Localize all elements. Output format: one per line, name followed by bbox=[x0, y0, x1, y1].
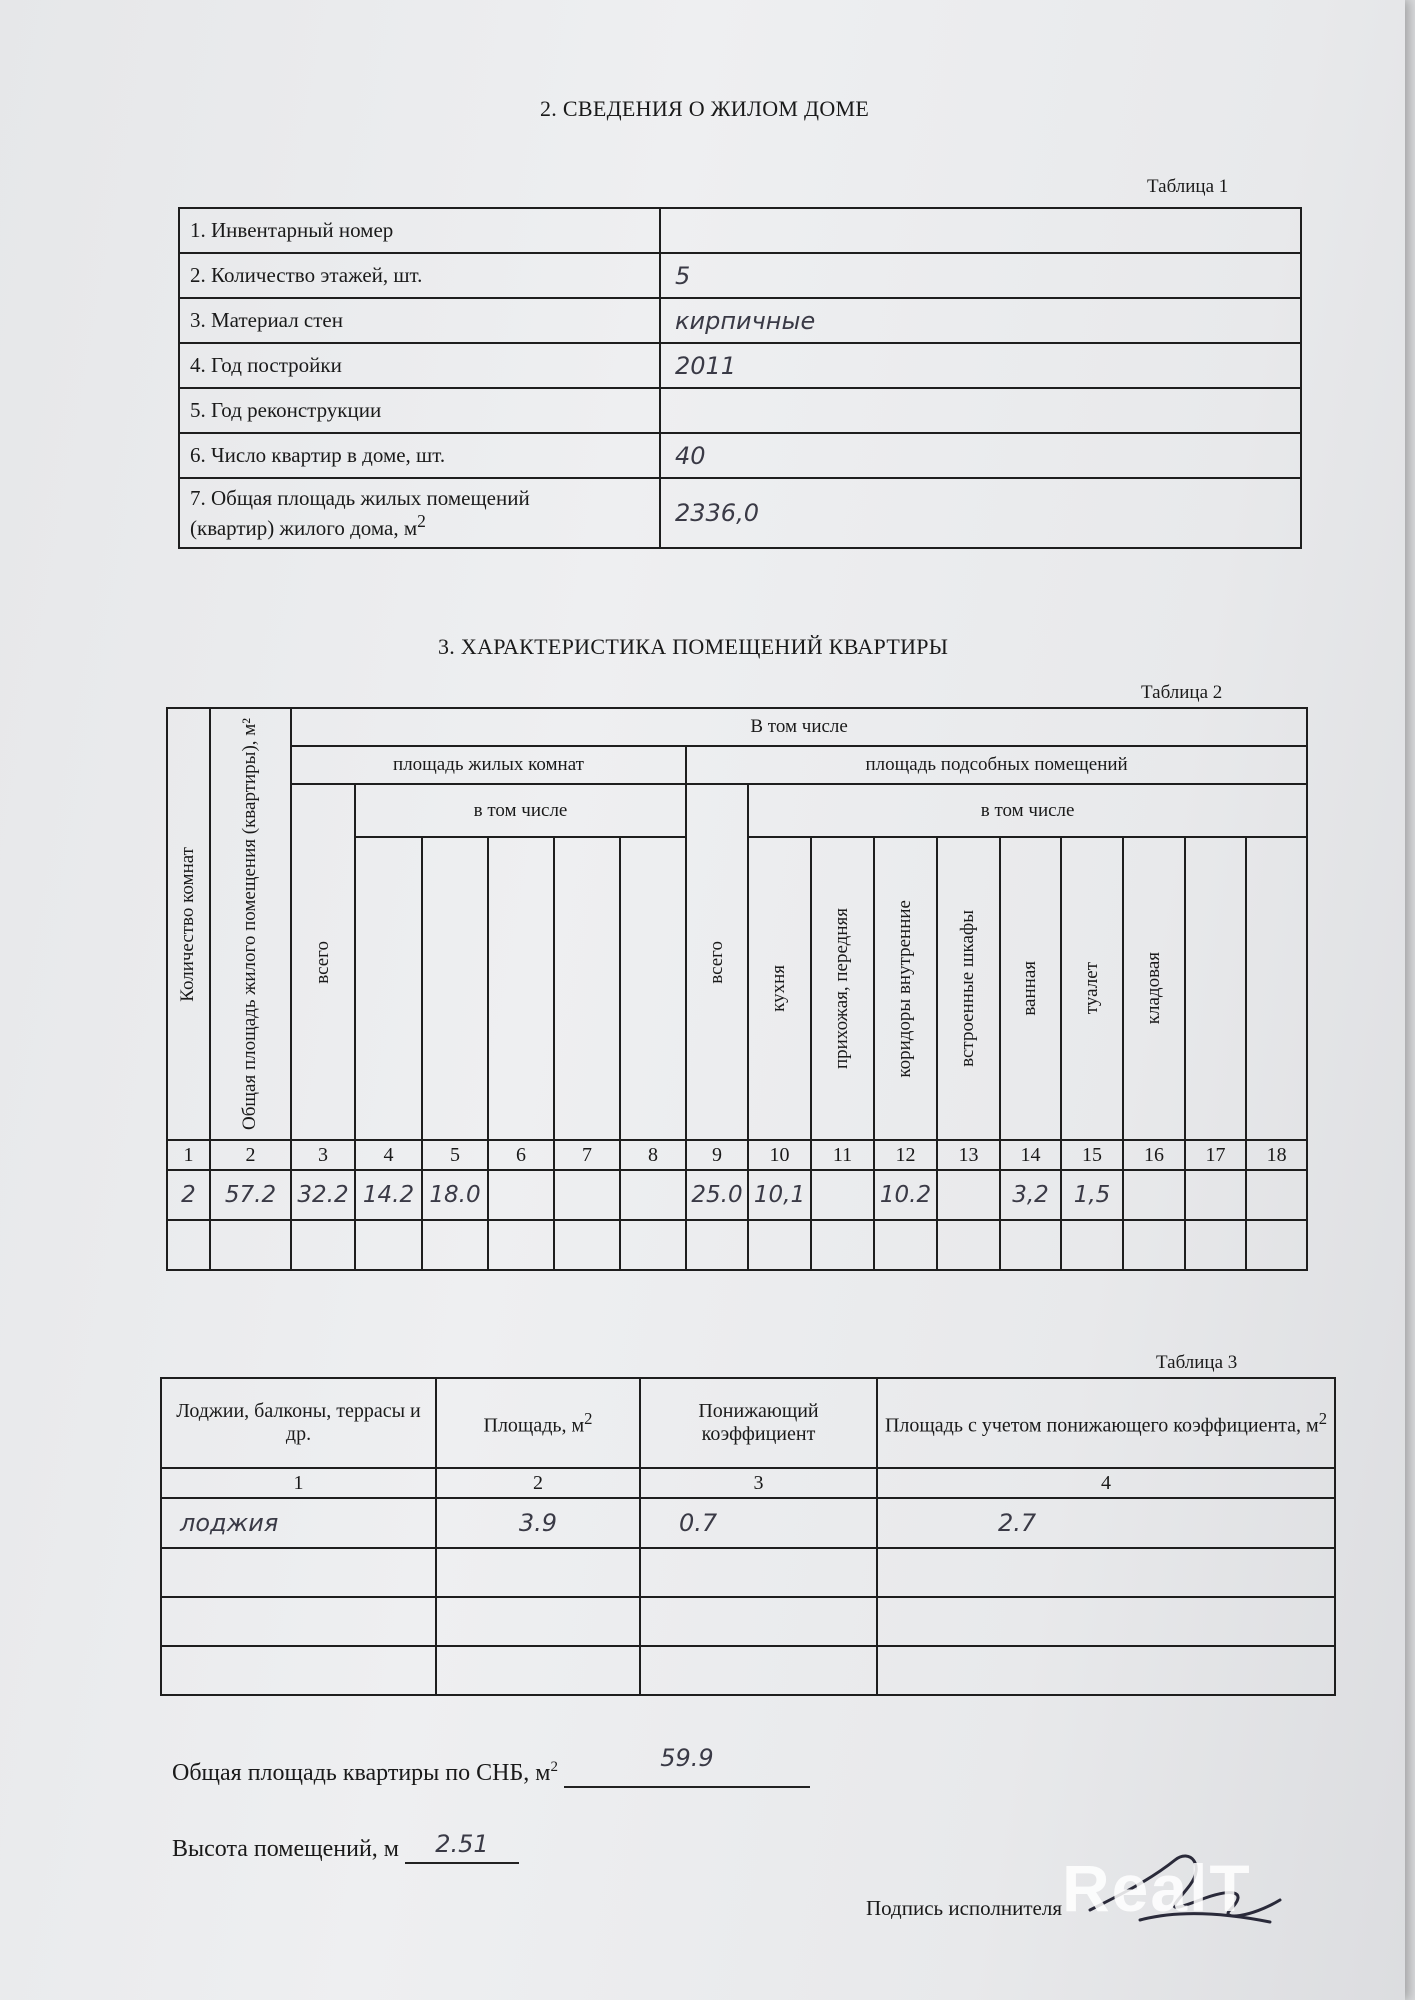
living-total-cell: 32.2 bbox=[291, 1170, 355, 1220]
col-number: 4 bbox=[877, 1468, 1335, 1498]
loggia-type-cell: лоджия bbox=[161, 1498, 436, 1548]
signature-label: Подпись исполнителя bbox=[866, 1896, 1062, 1920]
room-2-cell: 18.0 bbox=[422, 1170, 488, 1220]
header-row bbox=[167, 784, 1307, 837]
col-number: 14 bbox=[1000, 1140, 1061, 1170]
house-info-table bbox=[178, 207, 1302, 549]
living-room-col-2 bbox=[422, 837, 488, 1140]
col-number: 4 bbox=[355, 1140, 422, 1170]
header-row bbox=[161, 1378, 1335, 1468]
corridors-header: коридоры внутренние bbox=[874, 837, 937, 1140]
table-row bbox=[179, 388, 1301, 433]
living-area-header: площадь жилых комнат bbox=[291, 746, 686, 784]
aux-col-18-cell bbox=[1246, 1170, 1307, 1220]
table-row bbox=[179, 298, 1301, 343]
table-row bbox=[179, 208, 1301, 253]
apartments-count-value: 40 bbox=[660, 433, 1301, 478]
header-row bbox=[167, 746, 1307, 784]
wall-material-value: кирпичные bbox=[660, 298, 1301, 343]
total-area-snb-line: Общая площадь квартиры по СНБ, $м^2$ 59.9 bbox=[172, 1758, 810, 1788]
col-number: 8 bbox=[620, 1140, 686, 1170]
section-3-title: 3. ХАРАКТЕРИСТИКА ПОМЕЩЕНИЙ КВАРТИРЫ bbox=[438, 634, 949, 659]
table-row bbox=[179, 433, 1301, 478]
col-number: 3 bbox=[640, 1468, 877, 1498]
aux-total-header: всего bbox=[686, 784, 748, 1140]
hall-header: прихожая, передняя bbox=[811, 837, 874, 1140]
room-1-cell: 14.2 bbox=[355, 1170, 422, 1220]
inventory-number-value bbox=[660, 208, 1301, 253]
room-4-cell bbox=[554, 1170, 620, 1220]
build-year-label: 4. Год постройки bbox=[179, 343, 660, 388]
total-living-area-label: 7. Общая площадь жилых помещений (квартир) жилого дома, $м^2$ bbox=[179, 478, 660, 548]
table-row bbox=[161, 1498, 1335, 1548]
table-row bbox=[167, 1220, 1307, 1270]
aux-col-17 bbox=[1185, 837, 1246, 1140]
aux-sub-including-header: в том числе bbox=[748, 784, 1307, 837]
total-living-area-value: 2336,0 bbox=[660, 478, 1301, 548]
table-3-caption: Таблица 3 bbox=[1156, 1352, 1238, 1373]
aux-total-cell: 25.0 bbox=[686, 1170, 748, 1220]
col-number: 17 bbox=[1185, 1140, 1246, 1170]
col-number: 12 bbox=[874, 1140, 937, 1170]
bathroom-cell: 3,2 bbox=[1000, 1170, 1061, 1220]
col-number: 10 bbox=[748, 1140, 811, 1170]
kitchen-cell: 10,1 bbox=[748, 1170, 811, 1220]
reduced-area-header: Площадь с учетом понижающего коэффициента, $м^2$ bbox=[877, 1378, 1335, 1468]
apartments-count-label: 6. Число квартир в доме, шт. bbox=[179, 433, 660, 478]
loggia-table bbox=[160, 1377, 1336, 1696]
aux-col-17-cell bbox=[1185, 1170, 1246, 1220]
table-row bbox=[161, 1646, 1335, 1695]
col-number: 1 bbox=[167, 1140, 210, 1170]
col-number: 15 bbox=[1061, 1140, 1123, 1170]
living-room-col-1 bbox=[355, 837, 422, 1140]
aux-area-header: площадь подсобных помещений bbox=[686, 746, 1307, 784]
bathroom-header: ванная bbox=[1000, 837, 1061, 1140]
living-total-header: всего bbox=[291, 784, 355, 1140]
loggia-reduced-area-cell: 2.7 bbox=[877, 1498, 1335, 1548]
closets-header: встроенные шкафы bbox=[937, 837, 1000, 1140]
col-number: 3 bbox=[291, 1140, 355, 1170]
loggia-area-cell: 3.9 bbox=[436, 1498, 640, 1548]
floors-count-label: 2. Количество этажей, шт. bbox=[179, 253, 660, 298]
hall-cell bbox=[811, 1170, 874, 1220]
living-room-col-5 bbox=[620, 837, 686, 1140]
col-number: 7 bbox=[554, 1140, 620, 1170]
loggia-coefficient-cell: 0.7 bbox=[640, 1498, 877, 1548]
realt-watermark: RealT bbox=[1062, 1851, 1252, 1925]
col-number: 2 bbox=[436, 1468, 640, 1498]
room-height-value: 2.51 bbox=[405, 1834, 519, 1864]
col-number: 13 bbox=[937, 1140, 1000, 1170]
total-area-header: Общая площадь жилого помещения (квартиры), м² bbox=[210, 708, 291, 1140]
including-header: В том числе bbox=[291, 708, 1307, 746]
reconstruction-year-label: 5. Год реконструкции bbox=[179, 388, 660, 433]
room-height-line: Высота помещений, м 2.51 bbox=[172, 1834, 519, 1864]
table-row bbox=[167, 1170, 1307, 1220]
living-room-col-3 bbox=[488, 837, 554, 1140]
header-row bbox=[167, 708, 1307, 746]
rooms-count-header: Количество комнат bbox=[167, 708, 210, 1140]
loggias-header: Лоджии, балконы, террасы и др. bbox=[161, 1378, 436, 1468]
column-numbers-row bbox=[161, 1468, 1335, 1498]
toilet-header: туалет bbox=[1061, 837, 1123, 1140]
table-row bbox=[161, 1597, 1335, 1646]
table-row bbox=[161, 1548, 1335, 1597]
room-3-cell bbox=[488, 1170, 554, 1220]
corridors-cell: 10.2 bbox=[874, 1170, 937, 1220]
pantry-header: кладовая bbox=[1123, 837, 1185, 1140]
room-5-cell bbox=[620, 1170, 686, 1220]
area-header: Площадь, $м^2$ bbox=[436, 1378, 640, 1468]
kitchen-header: кухня bbox=[748, 837, 811, 1140]
inventory-number-label: 1. Инвентарный номер bbox=[179, 208, 660, 253]
table-row bbox=[179, 343, 1301, 388]
table-row bbox=[179, 253, 1301, 298]
col-number: 6 bbox=[488, 1140, 554, 1170]
table-row bbox=[179, 478, 1301, 548]
pantry-cell bbox=[1123, 1170, 1185, 1220]
col-number: 2 bbox=[210, 1140, 291, 1170]
col-number: 5 bbox=[422, 1140, 488, 1170]
closets-cell bbox=[937, 1170, 1000, 1220]
floors-count-value: 5 bbox=[660, 253, 1301, 298]
toilet-cell: 1,5 bbox=[1061, 1170, 1123, 1220]
col-number: 1 bbox=[161, 1468, 436, 1498]
aux-col-18 bbox=[1246, 837, 1307, 1140]
rooms-count-cell: 2 bbox=[167, 1170, 210, 1220]
build-year-value: 2011 bbox=[660, 343, 1301, 388]
apartment-rooms-table bbox=[166, 707, 1308, 1271]
col-number: 11 bbox=[811, 1140, 874, 1170]
table-1-caption: Таблица 1 bbox=[1147, 176, 1229, 197]
reconstruction-year-value bbox=[660, 388, 1301, 433]
total-area-cell: 57.2 bbox=[210, 1170, 291, 1220]
column-numbers-row bbox=[167, 1140, 1307, 1170]
wall-material-label: 3. Материал стен bbox=[179, 298, 660, 343]
living-sub-including-header: в том числе bbox=[355, 784, 686, 837]
table-2-caption: Таблица 2 bbox=[1141, 682, 1223, 703]
total-area-snb-value: 59.9 bbox=[564, 1758, 810, 1788]
coefficient-header: Понижающий коэффициент bbox=[640, 1378, 877, 1468]
col-number: 16 bbox=[1123, 1140, 1185, 1170]
col-number: 9 bbox=[686, 1140, 748, 1170]
living-room-col-4 bbox=[554, 837, 620, 1140]
col-number: 18 bbox=[1246, 1140, 1307, 1170]
section-2-title: 2. СВЕДЕНИЯ О ЖИЛОМ ДОМЕ bbox=[540, 96, 870, 121]
